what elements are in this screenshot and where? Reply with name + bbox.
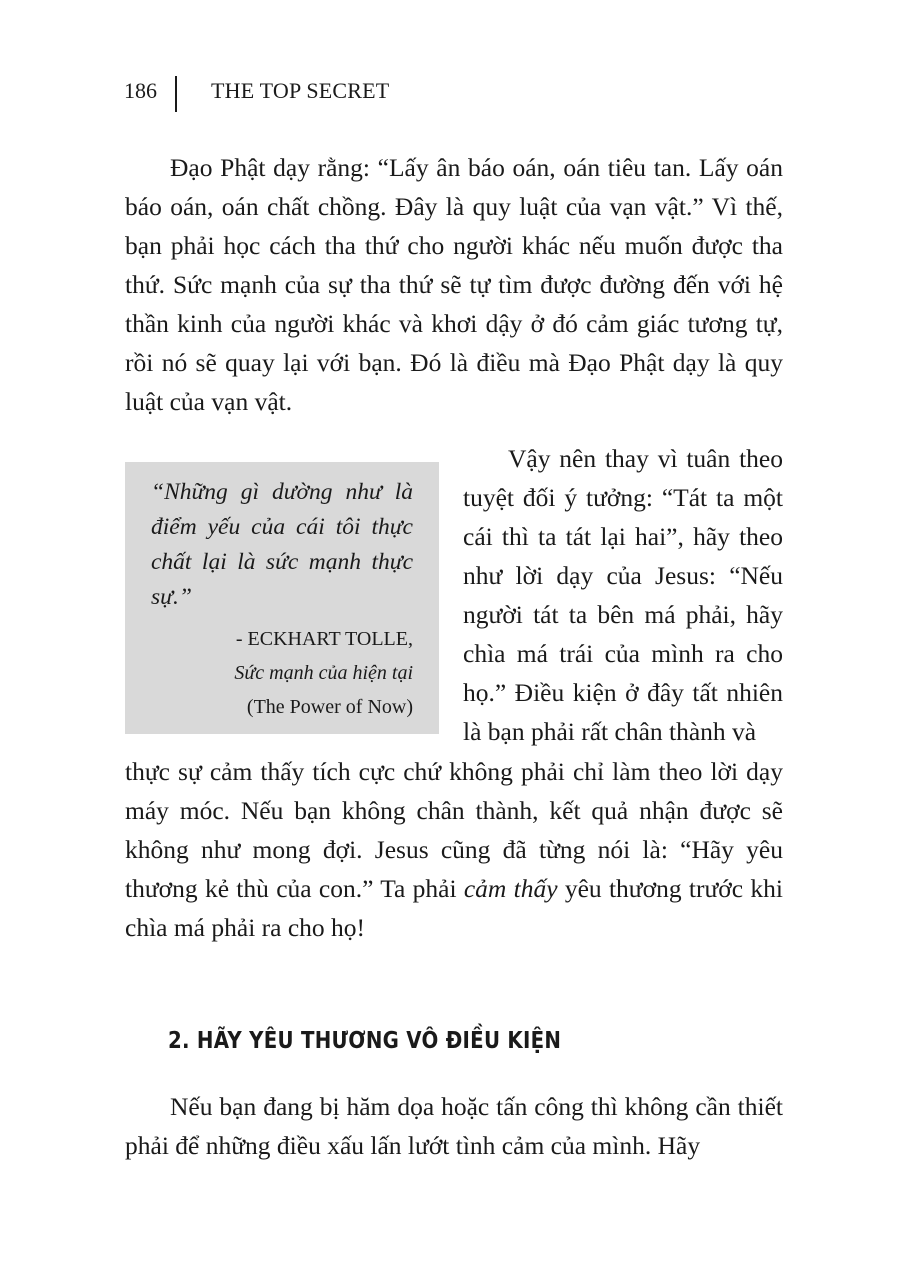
- pull-quote-text: “Những gì dường như là điểm yếu của cái tôi thực chất lại là sức mạnh thực sự.”: [151, 479, 413, 610]
- paragraph-text-segment: yêu thương trước khi chìa má phải ra cho họ!: [125, 874, 783, 942]
- quote-book-title-en: (The Power of Now): [246, 696, 413, 718]
- paragraph-unconditional-love: Nếu bạn đang bị hăm dọa hoặc tấn công thì không cần thiết phải để những điều xấu lấn lướt tình cảm của mình. Hãy: [125, 1092, 783, 1160]
- page-number: 186: [124, 78, 157, 103]
- pull-quote-attribution: [151, 622, 413, 724]
- quote-author: - ECKHART TOLLE,: [235, 628, 413, 650]
- running-title: THE TOP SECRET: [211, 78, 390, 103]
- paragraph-text-segment: thực sự cảm thấy tích cực chứ không phải chỉ làm theo lời dạy máy móc. Nếu bạn không chân thành, kết quả nhận được sẽ không như mong đợi. Jesus cũng đã từng nói là: “Hãy yêu thương kẻ thù của con.” Ta phải: [125, 757, 783, 903]
- paragraph-jesus-continued: [125, 752, 783, 947]
- paragraph-jesus-wrap: Vậy nên thay vì tuân theo tuyệt đối ý tưởng: “Tát ta một cái thì ta tát lại hai”, hãy theo như lời dạy của Jesus: “Nếu người tát ta bên má phải, hãy chìa má trái của mình ra cho họ.” Điều kiện ở đây tất nhiên là bạn phải rất chân thành và: [463, 444, 783, 746]
- paragraph-buddhism: Đạo Phật dạy rằng: “Lấy ân báo oán, oán tiêu tan. Lấy oán báo oán, oán chất chồng. Đây là quy luật của vạn vật.” Vì thế, bạn phải học cách tha thứ cho người khác nếu muốn được tha thứ. Sức mạnh của sự tha thứ sẽ tự tìm được đường đến với hệ thần kinh của người khác và khơi dậy ở đó cảm giác tương tự, rồi nó sẽ quay lại với bạn. Đó là điều mà Đạo Phật dạy là quy luật của vạn vật.: [125, 153, 783, 416]
- page-header: [124, 76, 389, 112]
- emphasis-text: cảm thấy: [463, 874, 558, 903]
- section-heading: 2. HÃY YÊU THƯƠNG VÔ ĐIỀU KIỆN: [168, 1028, 562, 1054]
- quote-book-title-vi: Sức mạnh của hiện tại: [234, 662, 413, 684]
- pull-quote-box: [125, 462, 439, 734]
- header-divider: [175, 76, 177, 112]
